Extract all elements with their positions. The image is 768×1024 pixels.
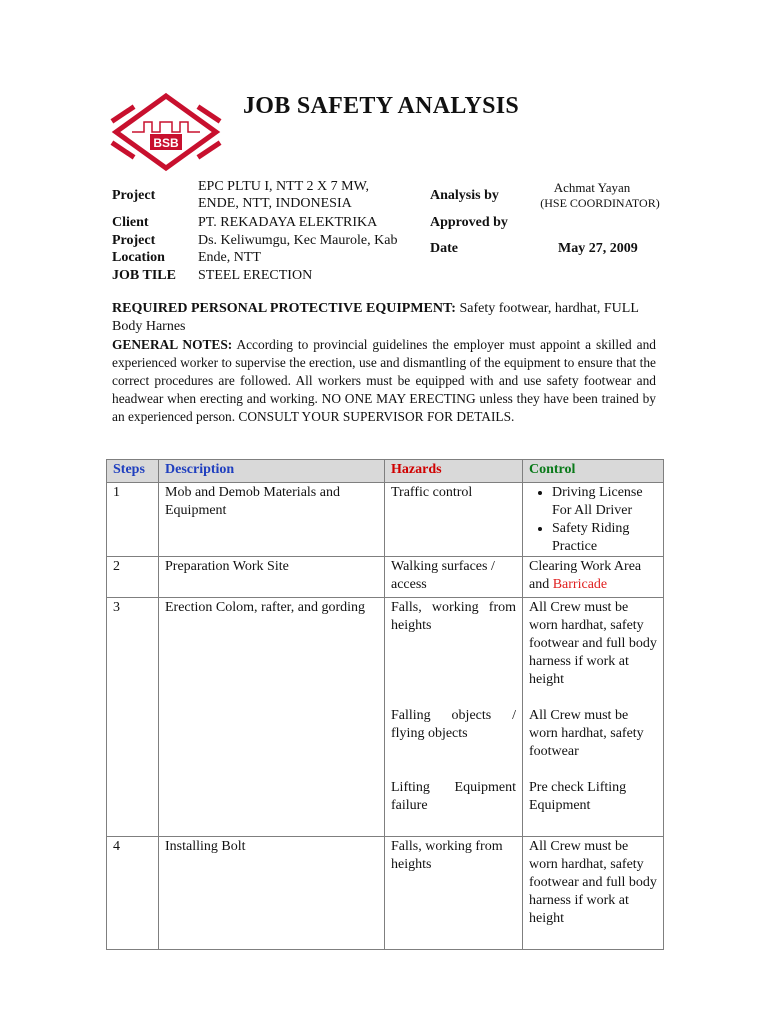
analysis-name: Achmat Yayan (553, 180, 631, 195)
row1-control (523, 483, 664, 557)
row2-description: Preparation Work Site (159, 557, 385, 598)
project-value-line1: EPC PLTU I, NTT 2 X 7 MW, (198, 179, 370, 194)
notes-text: According to provincial guidelines the employer must appoint a skilled and experienced worker to supervise the erection, use and dismantling of the equipment to ensure that the correct procedures are followed. All workers must be equipped with and use safety footwear and headwear when erecting and working. NO ONE MAY ERECTING unless they have been trained by an experienced person. CONSULT YOUR SUPERVISOR FOR DETAILS. (112, 337, 657, 424)
row4-control (523, 837, 664, 950)
row2-step: 2 (107, 557, 159, 598)
row3-hazard-2: Falling objects / flying objects (391, 708, 516, 741)
row1-step: 1 (107, 483, 159, 557)
table-row (107, 557, 664, 598)
location-label-line1: Project (112, 233, 156, 248)
row3-control-1: All Crew must be worn hardhat, safety footwear and full body harness if work at height (529, 600, 657, 687)
row3-step: 3 (107, 598, 159, 837)
row4-step: 4 (107, 837, 159, 950)
document-title: JOB SAFETY ANALYSIS (243, 93, 520, 119)
row1-description: Mob and Demob Materials and Equipment (159, 483, 385, 557)
client-label: Client (112, 215, 149, 230)
row1-control-item: • Driving License For All Driver (552, 484, 657, 520)
row3-hazard-1: Falls, working from heights (391, 600, 516, 633)
location-label-line2: Location (112, 250, 165, 265)
table-header-row (107, 460, 664, 483)
row3-controls (523, 598, 664, 837)
ppe-paragraph (112, 300, 656, 336)
header-hazards: Hazards (385, 460, 523, 483)
location-value-line1: Ds. Keliwumgu, Kec Maurole, Kab (198, 233, 398, 248)
date-value: May 27, 2009 (558, 241, 638, 256)
row3-hazard-3: Lifting Equipment failure (391, 780, 516, 813)
table-row (107, 483, 664, 557)
row3-description: Erection Colom, rafter, and gording (159, 598, 385, 837)
project-value-line2: ENDE, NTT, INDONESIA (198, 196, 352, 211)
location-value-line2: Ende, NTT (198, 250, 261, 265)
row2-control (523, 557, 664, 598)
row3-control-3: Pre check Lifting Equipment (529, 780, 627, 813)
header-steps: Steps (107, 460, 159, 483)
project-label: Project (112, 188, 156, 203)
analysis-label: Analysis by (430, 188, 499, 203)
header-control: Control (523, 460, 664, 483)
row2-control-barricade: Barricade (552, 577, 608, 592)
svg-text:BSB: BSB (153, 136, 179, 150)
header-description: Description (159, 460, 385, 483)
row1-control-item: • Safety Riding Practice (552, 520, 657, 556)
jobtitle-value: STEEL ERECTION (198, 268, 313, 283)
row2-control-text: Clearing Work Area and (529, 559, 642, 592)
row4-hazard: Falls, working from heights (385, 837, 523, 950)
table-row (107, 837, 664, 950)
row4-control-text: All Crew must be worn hardhat, safety footwear and full body harness if work at height (529, 839, 657, 926)
row4-description: Installing Bolt (159, 837, 385, 950)
general-notes (112, 336, 656, 426)
bsb-logo (110, 92, 222, 172)
ppe-text: Safety footwear, hardhat, FULL Body Harnes (112, 301, 639, 334)
jobtitle-label: JOB TILE (112, 268, 176, 283)
row1-hazard: Traffic control (385, 483, 523, 557)
notes-label: GENERAL NOTES: (112, 337, 233, 352)
ppe-label: REQUIRED PERSONAL PROTECTIVE EQUIPMENT: (112, 301, 456, 316)
analysis-role: (HSE COORDINATOR) (540, 196, 660, 210)
row3-control-2: All Crew must be worn hardhat, safety footwear (529, 708, 644, 759)
jsa-table (106, 459, 664, 950)
row2-hazard: Walking surfaces / access (385, 557, 523, 598)
row3-hazards (385, 598, 523, 837)
date-label: Date (430, 241, 458, 256)
client-value: PT. REKADAYA ELEKTRIKA (198, 215, 378, 230)
approved-label: Approved by (430, 215, 508, 230)
table-row (107, 598, 664, 837)
